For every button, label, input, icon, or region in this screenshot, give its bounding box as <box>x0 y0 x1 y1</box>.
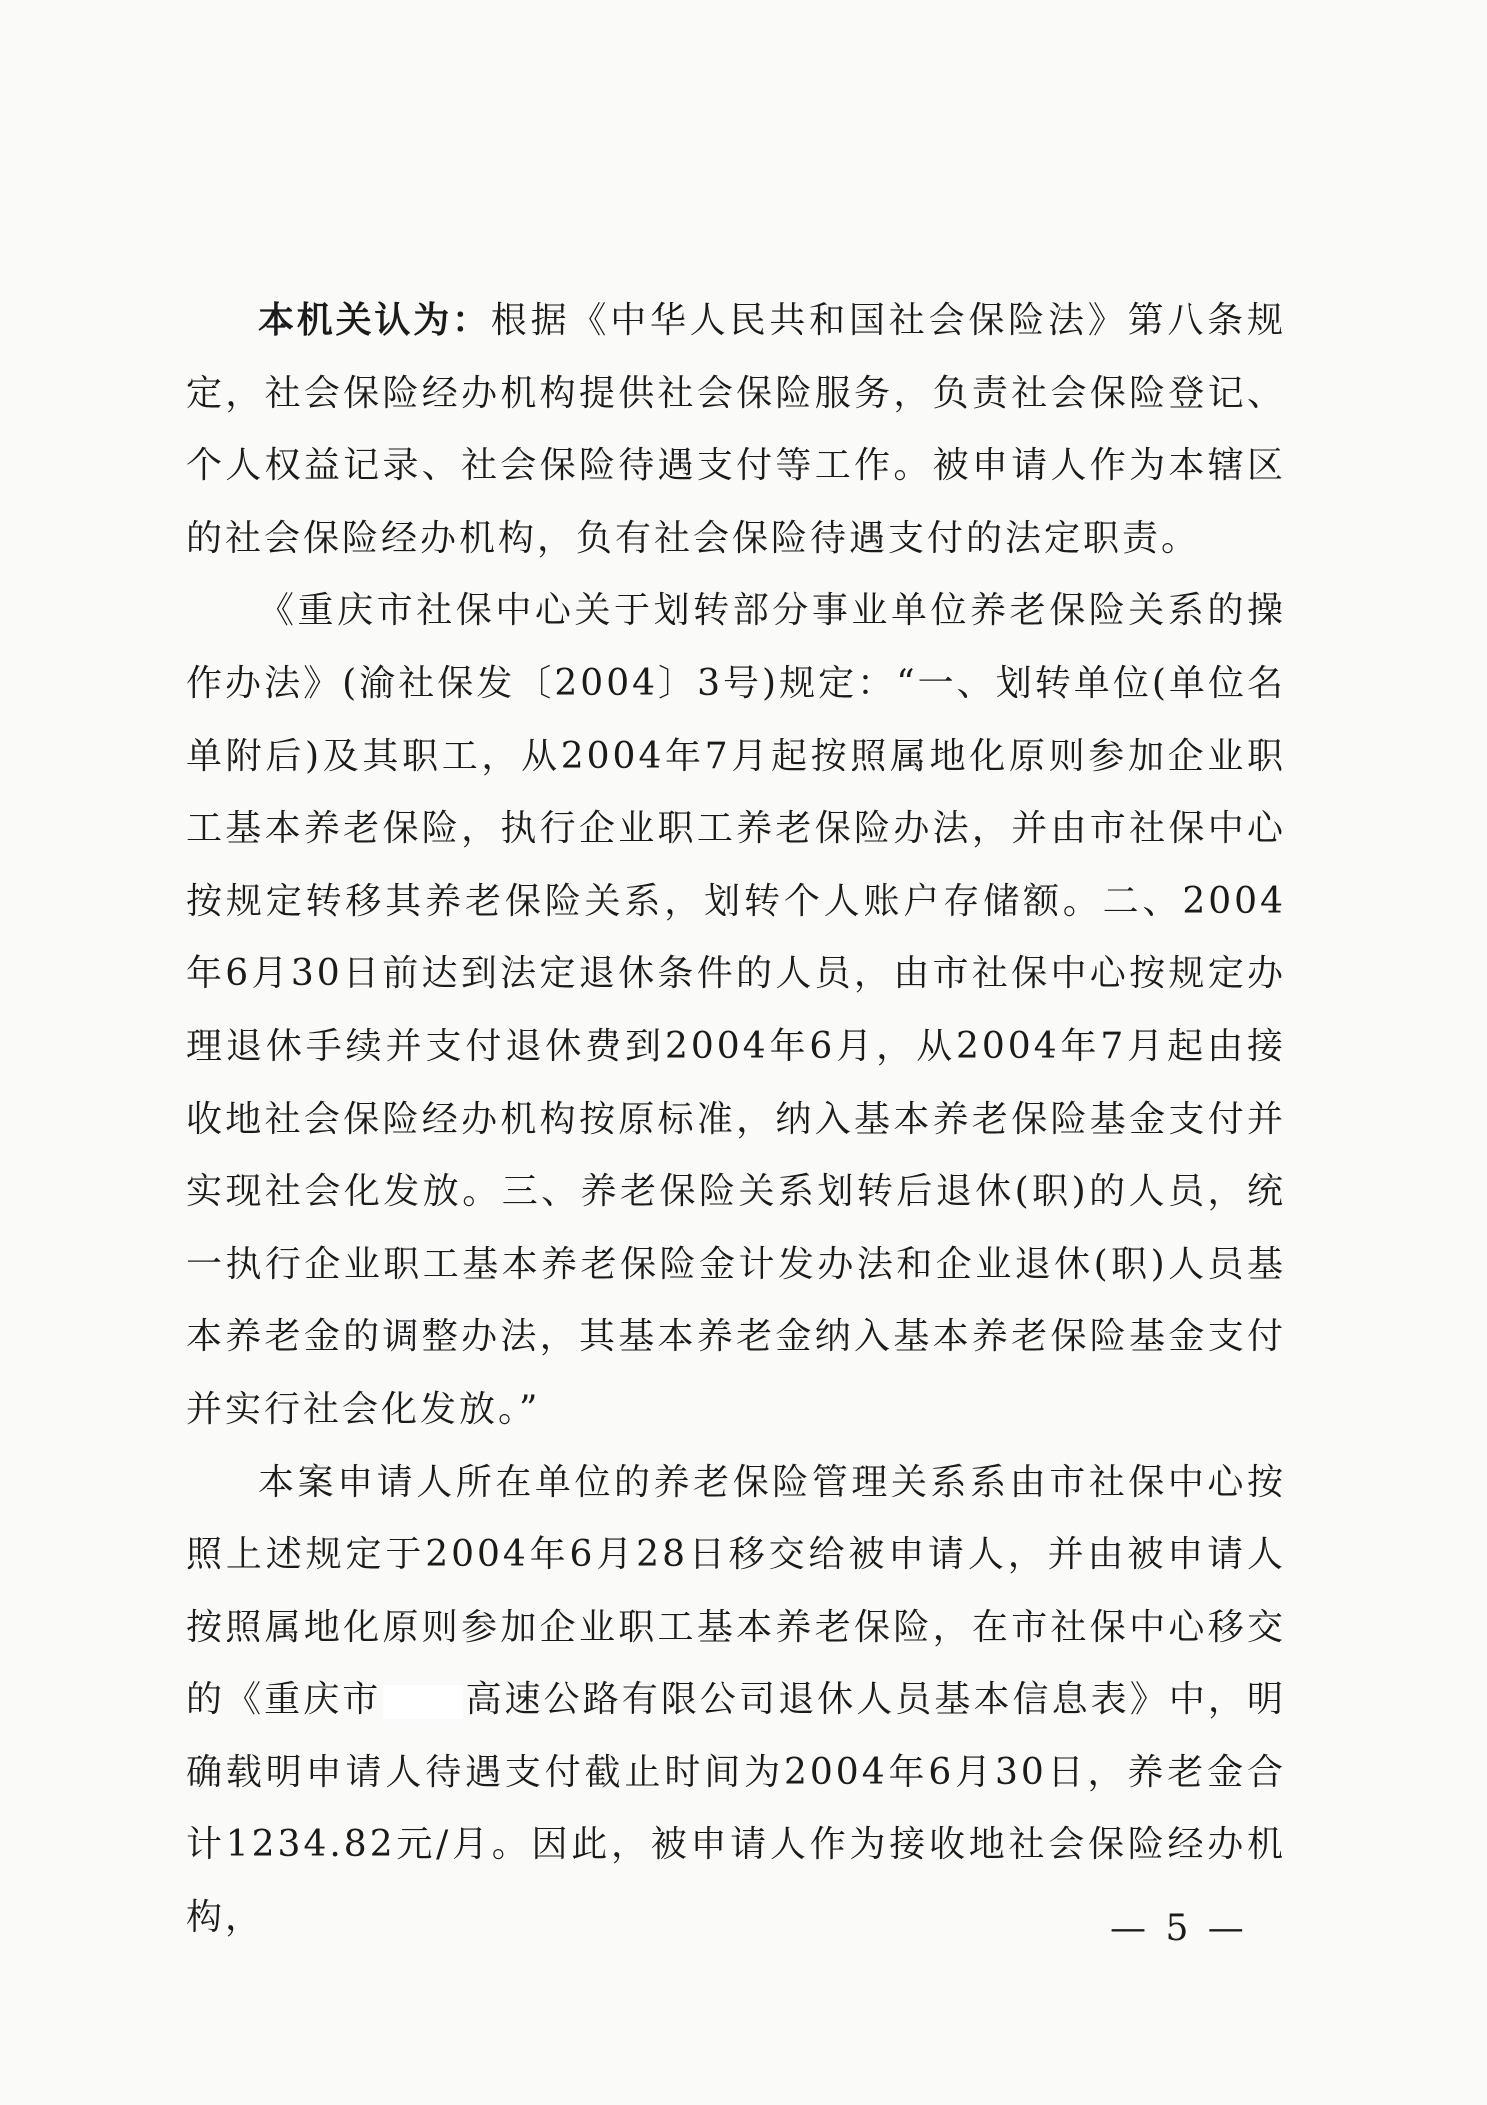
paragraph-regulation-quote <box>186 575 1286 1446</box>
agency-opinion-heading: 本机关认为： <box>258 300 491 341</box>
case-facts-text-before: 本案申请人所在单位的养老保险管理关系系由市社保中心按照上述规定于2004年6月28日移交给被申请人，并由被申请人按照属地化原则参加企业职工基本养老保险，在市社保中心移交的《重庆市 <box>186 1461 1286 1721</box>
agency-opinion-text: 根据《中华人民共和国社会保险法》第八条规定，社会保险经办机构提供社会保险服务，负责社会保险登记、个人权益记录、社会保险待遇支付等工作。被申请人作为本辖区的社会保险经办机构，负有社会保险待遇支付的法定职责。 <box>186 300 1286 559</box>
redaction-box <box>383 1685 463 1719</box>
paragraph-case-facts <box>186 1447 1286 1955</box>
paragraph-agency-opinion <box>186 285 1286 575</box>
page-number: — 5 — <box>1110 1908 1248 1949</box>
case-facts-text-after: 高速公路有限公司退休人员基本信息表》中，明确载明申请人待遇支付截止时间为2004年6月30日，养老金合计1234.82元/月。因此，被申请人作为接收地社会保险经办机构， <box>186 1679 1286 1939</box>
regulation-quote-text: 《重庆市社保中心关于划转部分事业单位养老保险关系的操作办法》(渝社保发〔2004〕3号)规定：“一、划转单位(单位名单附后)及其职工，从2004年7月起按照属地化原则参加企业职工基本养老保险，执行企业职工养老保险办法，并由市社保中心按规定转移其养老保险关系，划转个人账户存储额。二、2004年6月30日前达到法定退休条件的人员，由市社保中心按规定办理退休手续并支付退休费到2004年6月，从2004年7月起由接收地社会保险经办机构按原标准，纳入基本养老保险基金支付并实现社会化发放。三、养老保险关系划转后退休(职)的人员，统一执行企业职工基本养老保险金计发办法和企业退休(职)人员基本养老金的调整办法，其基本养老金纳入基本养老保险基金支付并实行社会化发放。” <box>186 590 1286 1430</box>
document-body <box>186 285 1286 1955</box>
